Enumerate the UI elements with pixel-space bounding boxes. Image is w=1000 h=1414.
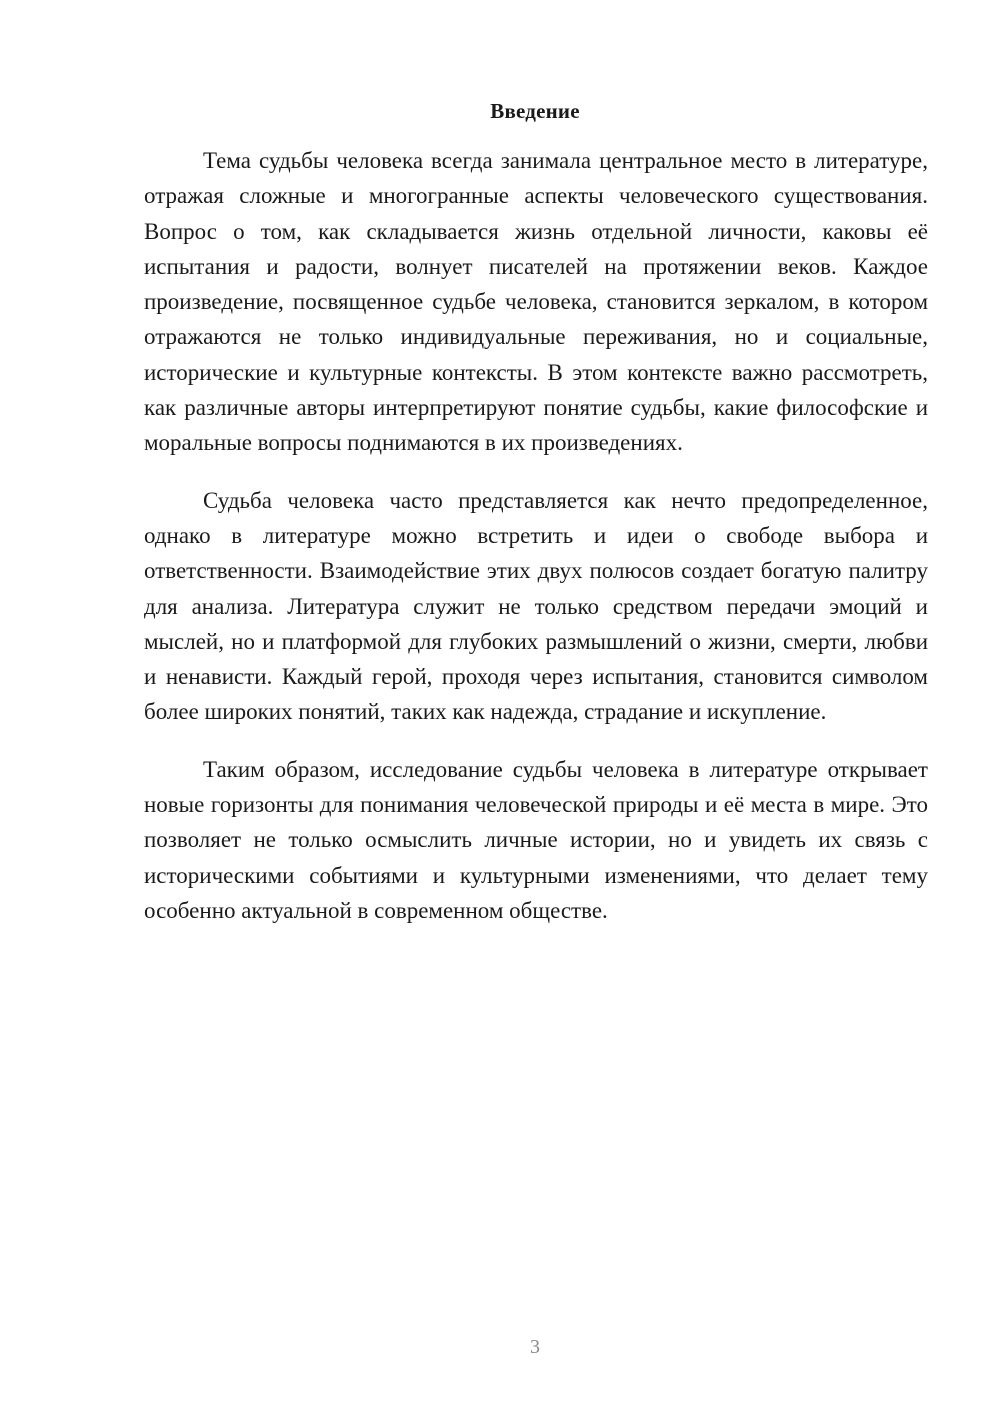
paragraph-1: Тема судьбы человека всегда занимала центральное место в литературе, отражая сложные и многогранные аспекты человеческого существования. Вопрос о том, как складывается жизнь отдельной личности, каковы её испытания и радости, волнует писателей на протяжении веков. Каждое произведение, посвященное судьбе человека, становится зеркалом, в котором отражаются не только индивидуальные переживания, но и социальные, исторические и культурные контексты. В этом контексте важно рассмотреть, как различные авторы интерпретируют понятие судьбы, какие философские и моральные вопросы поднимаются в их произведениях. bbox=[144, 148, 928, 456]
body-text bbox=[144, 143, 928, 950]
paragraph-3: Таким образом, исследование судьбы человека в литературе открывает новые горизонты для понимания человеческой природы и её места в мире. Это позволяет не только осмыслить личные истории, но и увидеть их связь с историческими событиями и культурными изменениями, что делает тему особенно актуальной в современном обществе. bbox=[144, 756, 928, 923]
page-number: 3 bbox=[530, 1336, 540, 1358]
section-title: Введение bbox=[490, 99, 580, 123]
paragraph-2: Судьба человека часто представляется как нечто предопределенное, однако в литературе можно встретить и идеи о свободе выбора и ответственности. Взаимодействие этих двух полюсов создает богатую палитру для анализа. Литература служит не только средством передачи эмоций и мыслей, но и платформой для глубоких размышлений о жизни, смерти, любви и ненависти. Каждый герой, проходя через испытания, становится символом более широких понятий, таких как надежда, страдание и искупление. bbox=[144, 487, 928, 725]
